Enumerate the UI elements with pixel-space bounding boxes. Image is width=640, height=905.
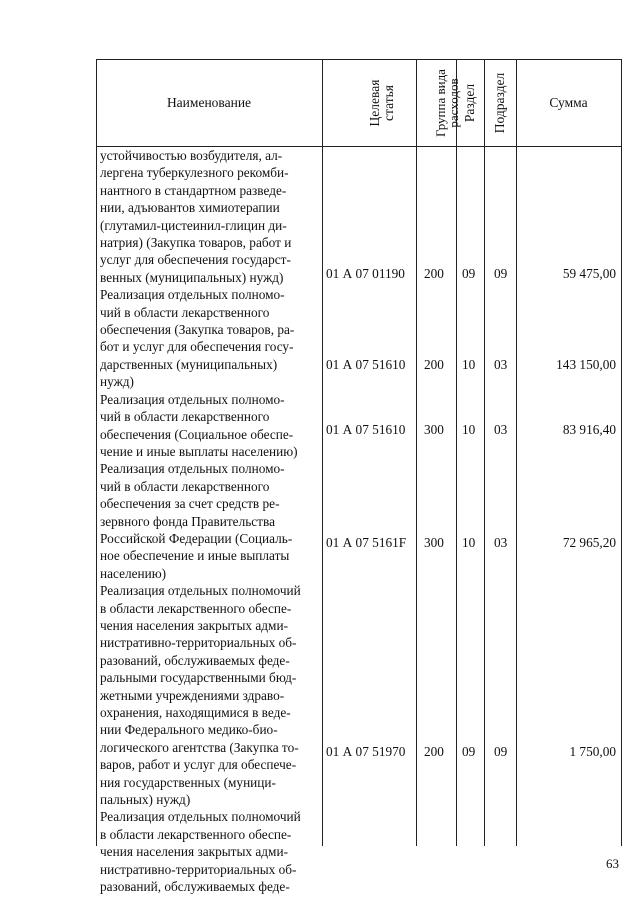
col-border-right bbox=[621, 59, 622, 846]
row-3-group: 300 bbox=[424, 422, 444, 437]
col-border-section bbox=[484, 59, 485, 846]
col-border-group bbox=[456, 59, 457, 846]
row-1-sum: 59 475,00 bbox=[562, 266, 616, 281]
row-4-sum: 72 965,20 bbox=[562, 535, 616, 550]
name-column bbox=[100, 147, 320, 895]
row-3-section: 10 bbox=[462, 422, 476, 437]
header-subsection: Подраздел bbox=[492, 72, 507, 134]
header-target: Целевая статья bbox=[367, 79, 396, 127]
header-group: Группа вида расходов bbox=[433, 69, 461, 137]
row-1-group: 200 bbox=[424, 266, 444, 281]
row-5-sum: 1 750,00 bbox=[569, 744, 616, 759]
row-name-3: Реализация отдельных полномо- чий в области лекарственного обеспечения (Социальное обеспе- чение и иные выплаты населению) bbox=[100, 391, 298, 459]
col-border-name bbox=[322, 59, 323, 846]
col-border-target bbox=[416, 59, 417, 846]
row-4-subsection: 03 bbox=[494, 535, 508, 550]
header-name: Наименование bbox=[166, 95, 252, 110]
row-4-target: 01 А 07 5161F bbox=[326, 535, 407, 550]
row-2-subsection: 03 bbox=[494, 357, 508, 372]
col-border-left bbox=[96, 59, 97, 846]
header-sum: Сумма bbox=[549, 95, 588, 110]
row-4-group: 300 bbox=[424, 535, 444, 550]
row-name-4: Реализация отдельных полномо- чий в области лекарственного обеспечения за счет средств ре- зервного фонда Правительства Российской Федерации (Социаль- ное обеспечение и иные выплаты населению) bbox=[100, 461, 293, 581]
row-2-target: 01 А 07 51610 bbox=[326, 357, 406, 372]
row-1-subsection: 09 bbox=[494, 266, 508, 281]
row-5-section: 09 bbox=[462, 744, 476, 759]
row-name-6: Реализация отдельных полномочий в области лекарственного обеспе- чения населения закрытых адми- нистративно-территориальных об- разований, обслуживаемых феде- bbox=[100, 809, 301, 895]
row-2-group: 200 bbox=[424, 357, 444, 372]
row-5-group: 200 bbox=[424, 744, 444, 759]
row-1-target: 01 А 07 01190 bbox=[326, 266, 405, 281]
row-name-1: устойчивостью возбудителя, ал- лергена туберкулезного рекомби- нантного в стандартном разведе- нии, адъювантов химиотерапии (глутамил-цистеинил-глицин ди- натрия) (Закупка товаров, работ и услуг для обеспечения государст- венных (муниципальных) нужд) bbox=[100, 148, 292, 285]
row-3-sum: 83 916,40 bbox=[562, 422, 616, 437]
header-section: Раздел bbox=[462, 83, 477, 123]
row-2-section: 10 bbox=[462, 357, 476, 372]
row-name-5: Реализация отдельных полномочий в области лекарственного обеспе- чения населения закрытых адми- нистративно-территориальных об- разований, обслуживаемых феде- ральными государственными бюд- жетными учреждениями здраво- охранения, находящимися в веде- нии Федерального медико-био- логического агентства (Закупка то- варов, работ и услуг для обеспече- ния государственных (муници- пальных) нужд) bbox=[100, 583, 301, 808]
row-3-subsection: 03 bbox=[494, 422, 508, 437]
col-border-subsection bbox=[516, 59, 517, 846]
row-2-sum: 143 150,00 bbox=[556, 357, 616, 372]
row-3-target: 01 А 07 51610 bbox=[326, 422, 406, 437]
row-4-section: 10 bbox=[462, 535, 476, 550]
row-5-target: 01 А 07 51970 bbox=[326, 744, 406, 759]
row-5-subsection: 09 bbox=[494, 744, 508, 759]
row-1-section: 09 bbox=[462, 266, 476, 281]
row-name-2: Реализация отдельных полномо- чий в области лекарственного обеспечения (Закупка товаров, ра- бот и услуг для обеспечения госу- дарственных (муниципальных) нужд) bbox=[100, 287, 295, 390]
page-number: 63 bbox=[606, 856, 619, 871]
